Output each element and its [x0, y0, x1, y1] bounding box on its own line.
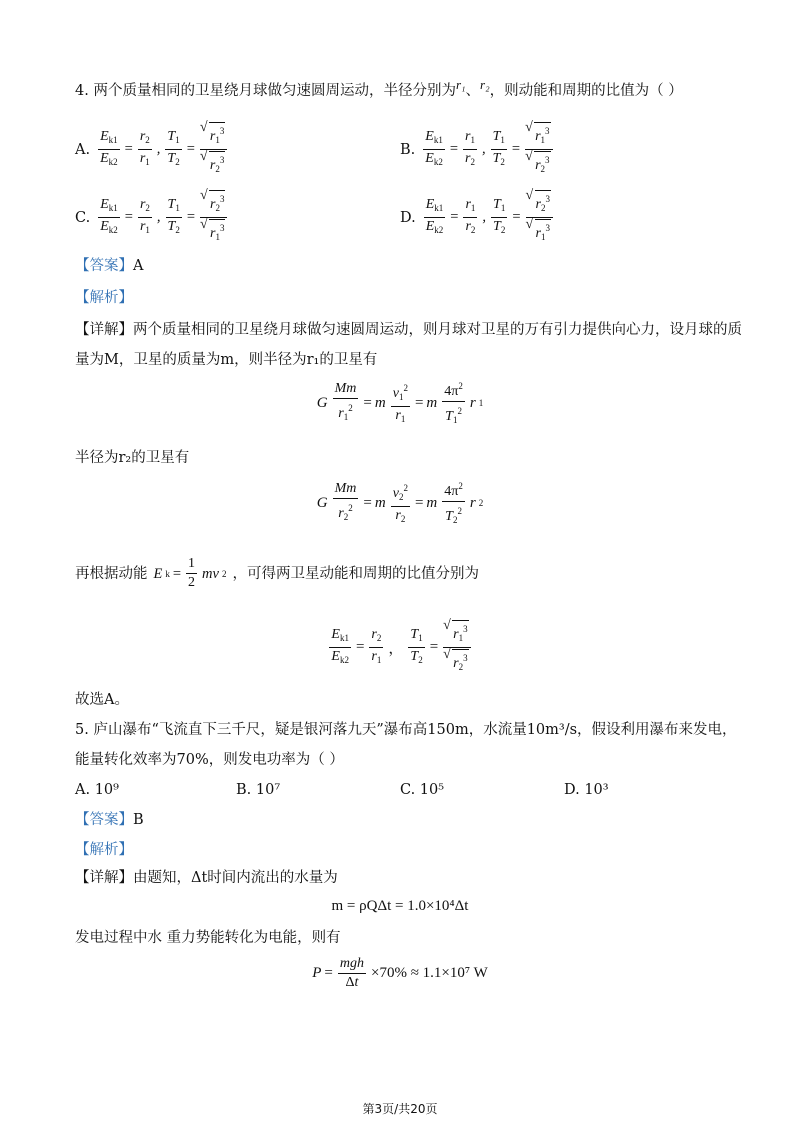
- detail-tag: 【详解】: [75, 870, 133, 886]
- equation-mass: m = ρQΔt = 1.0×10⁴Δt: [331, 898, 469, 914]
- q5-option-b: B. 10⁷: [236, 782, 281, 798]
- q5-option-c: C. 10⁵: [400, 782, 445, 798]
- q4-option-b: B. $\frac{E_{k1}}{E_{k2}}$ = $\frac{r_1}{r_2}$ , $\frac{T_1}{T_2}$ = √ $r_1^3$ √ $r_2^3$: [400, 122, 555, 177]
- q5-detail-line1: 【详解】由题知，Δt时间内流出的水量为: [75, 870, 338, 886]
- q4-line-r2: 半径为r₂的卫星有: [75, 450, 190, 466]
- option-label: D.: [400, 209, 416, 226]
- option-label: B.: [400, 141, 416, 158]
- q5-line-water: 发电过程中水 重力势能转化为电能，则有: [75, 930, 341, 946]
- q5-stem-line1: 5. 庐山瀑布“飞流直下三千尺，疑是银河落九天”瀑布高150m，水流量10m³/s，假设利用瀑布来发电，: [75, 722, 737, 738]
- q4-line-ek: 再根据动能 E k = $\frac{1}{2}$ mv 2 ，可得两卫星动能和周期的比值分别为: [75, 556, 479, 590]
- equation-ratio: $\frac{E_{k1}}{E_{k2}}$ = $\frac{r_2}{r_1}$ ， $\frac{T_1}{T_2}$ = √ $r_1^3$ √ $r_2^3$: [0, 620, 800, 675]
- page-footer: 第3页/共20页: [362, 1102, 438, 1116]
- option-label: C.: [75, 209, 91, 226]
- q5-stem-line2: 能量转化效率为70%，则发电功率为（ ）: [75, 752, 344, 768]
- option-label: A.: [75, 141, 91, 158]
- equation-satellite-1: G $\frac{Mm}{r_1^2}$ = m $\frac{v_1^2}{r_1}$ = m $\frac{4\pi^2}{T_1^2}$ r 1: [0, 378, 800, 428]
- q5-analysis-tag: 【解析】: [75, 842, 133, 858]
- q4-option-d: D. $\frac{E_{k1}}{E_{k2}}$ = $\frac{r_1}{r_2}$ , $\frac{T_1}{T_2}$ = √ $r_2^3$ √ $r_1^3$: [400, 190, 555, 245]
- q4-option-c: C. $\frac{E_{k1}}{E_{k2}}$ = $\frac{r_2}{r_1}$ , $\frac{T_1}{T_2}$ = √ $r_2^3$ √ $r_1^3$: [75, 190, 229, 245]
- q4-detail-line1: 【详解】两个质量相同的卫星绕月球做匀速圆周运动，则月球对卫星的万有引力提供向心力，设月球的质: [75, 322, 742, 338]
- detail-tag: 【详解】: [75, 322, 133, 338]
- q5-option-d: D. 10³: [564, 782, 609, 798]
- q4-conclusion: 故选A。: [75, 692, 129, 708]
- q4-stem: 4. 两个质量相同的卫星绕月球做匀速圆周运动，半径分别为r₁、r₂，则动能和周期的比值为（ ）: [75, 77, 683, 99]
- answer-tag: 【答案】: [75, 258, 133, 274]
- q5-option-a: A. 10⁹: [75, 782, 119, 798]
- q4-answer: 【答案】A: [75, 258, 144, 274]
- equation-satellite-2: G $\frac{Mm}{r_2^2}$ = m $\frac{v_2^2}{r_2}$ = m $\frac{4\pi^2}{T_2^2}$ r 2: [0, 478, 800, 528]
- equation-power: P = $\frac{\text{mgh}}{\Delta t}$ ×70% ≈ 1.1×10⁷ W: [312, 956, 488, 990]
- q4-detail-line2: 量为M，卫星的质量为m，则半径为r₁的卫星有: [75, 352, 378, 368]
- q5-answer: 【答案】B: [75, 812, 144, 828]
- answer-tag: 【答案】: [75, 812, 133, 828]
- q4-option-a: A. $\frac{E_{k1}}{E_{k2}}$ = $\frac{r_2}{r_1}$ , $\frac{T_1}{T_2}$ = √ $r_1^3$ √ $r_2^3$: [75, 122, 229, 177]
- q4-analysis-tag: 【解析】: [75, 290, 133, 306]
